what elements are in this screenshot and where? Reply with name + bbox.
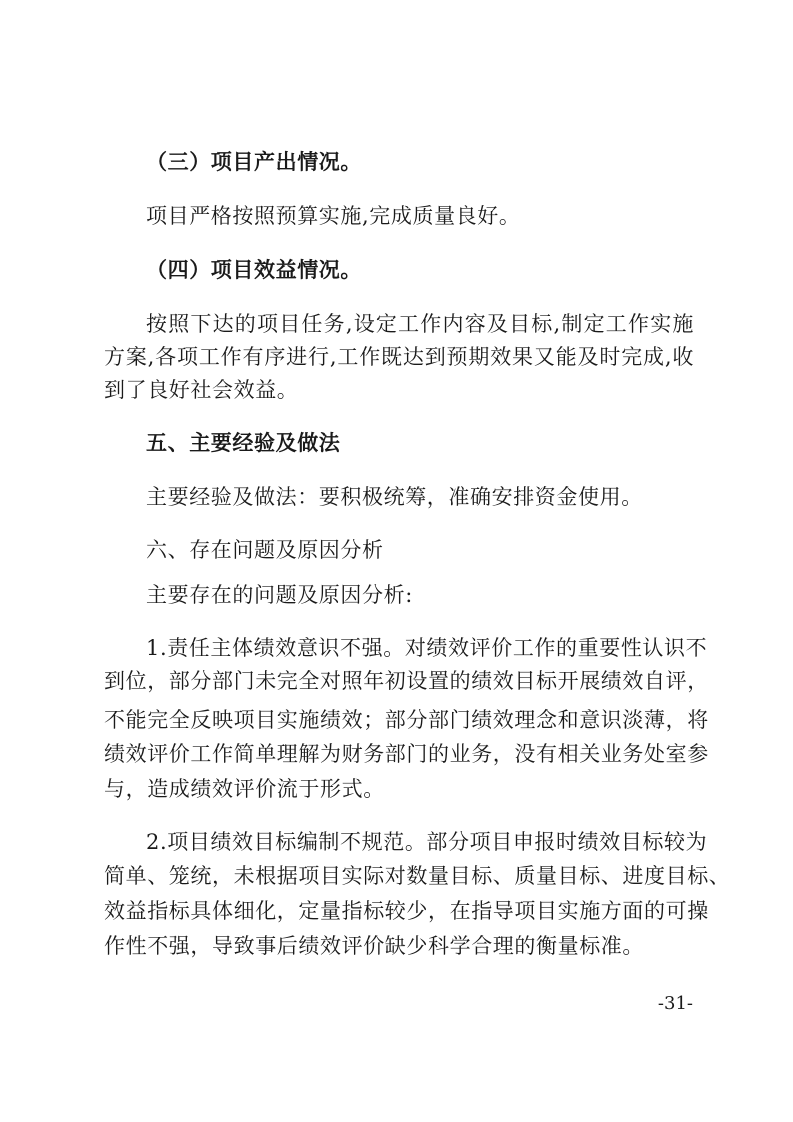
section-4-heading: （四）项目效益情况。: [146, 258, 362, 282]
section-3-heading: （三）项目产出情况。: [146, 150, 362, 174]
item-1-line-2: 到位，部分部门未完全对照年初设置的绩效目标开展绩效自评，: [104, 669, 709, 693]
section-5-body: 主要经验及做法：要积极统筹，准确安排资金使用。: [146, 485, 643, 509]
section-5-heading: 五、主要经验及做法: [146, 431, 341, 455]
item-2-line-4: 作性不强，导致事后绩效评价缺少科学合理的衡量标准。: [104, 934, 644, 958]
page-number: -31-: [657, 993, 693, 1014]
section-6-heading: 六、存在问题及原因分析: [146, 538, 384, 562]
section-6-intro: 主要存在的问题及原因分析:: [146, 583, 413, 607]
section-4-line-1: 按照下达的项目任务,设定工作内容及目标,制定工作实施: [146, 312, 694, 336]
item-1-line-4: 绩效评价工作简单理解为财务部门的业务，没有相关业务处室参: [104, 742, 709, 766]
item-2-line-3: 效益指标具体细化，定量指标较少，在指导项目实施方面的可操: [104, 899, 709, 923]
item-2-line-2: 简单、笼统，未根据项目实际对数量目标、质量目标、进度目标、: [104, 864, 731, 888]
section-3-body: 项目严格按照预算实施,完成质量良好。: [146, 204, 521, 228]
item-2-line-1: 2.项目绩效目标编制不规范。部分项目申报时绩效目标较为: [146, 830, 708, 854]
item-1-line-5: 与，造成绩效评价流于形式。: [104, 777, 385, 801]
section-4-line-2: 方案,各项工作有序进行,工作既达到预期效果又能及时完成,收: [104, 345, 694, 369]
item-1-line-1: 1.责任主体绩效意识不强。对绩效评价工作的重要性认识不: [146, 636, 708, 660]
item-1-line-3: 不能完全反映项目实施绩效；部分部门绩效理念和意识淡薄，将: [104, 708, 709, 732]
section-4-line-3: 到了良好社会效益。: [104, 378, 299, 402]
